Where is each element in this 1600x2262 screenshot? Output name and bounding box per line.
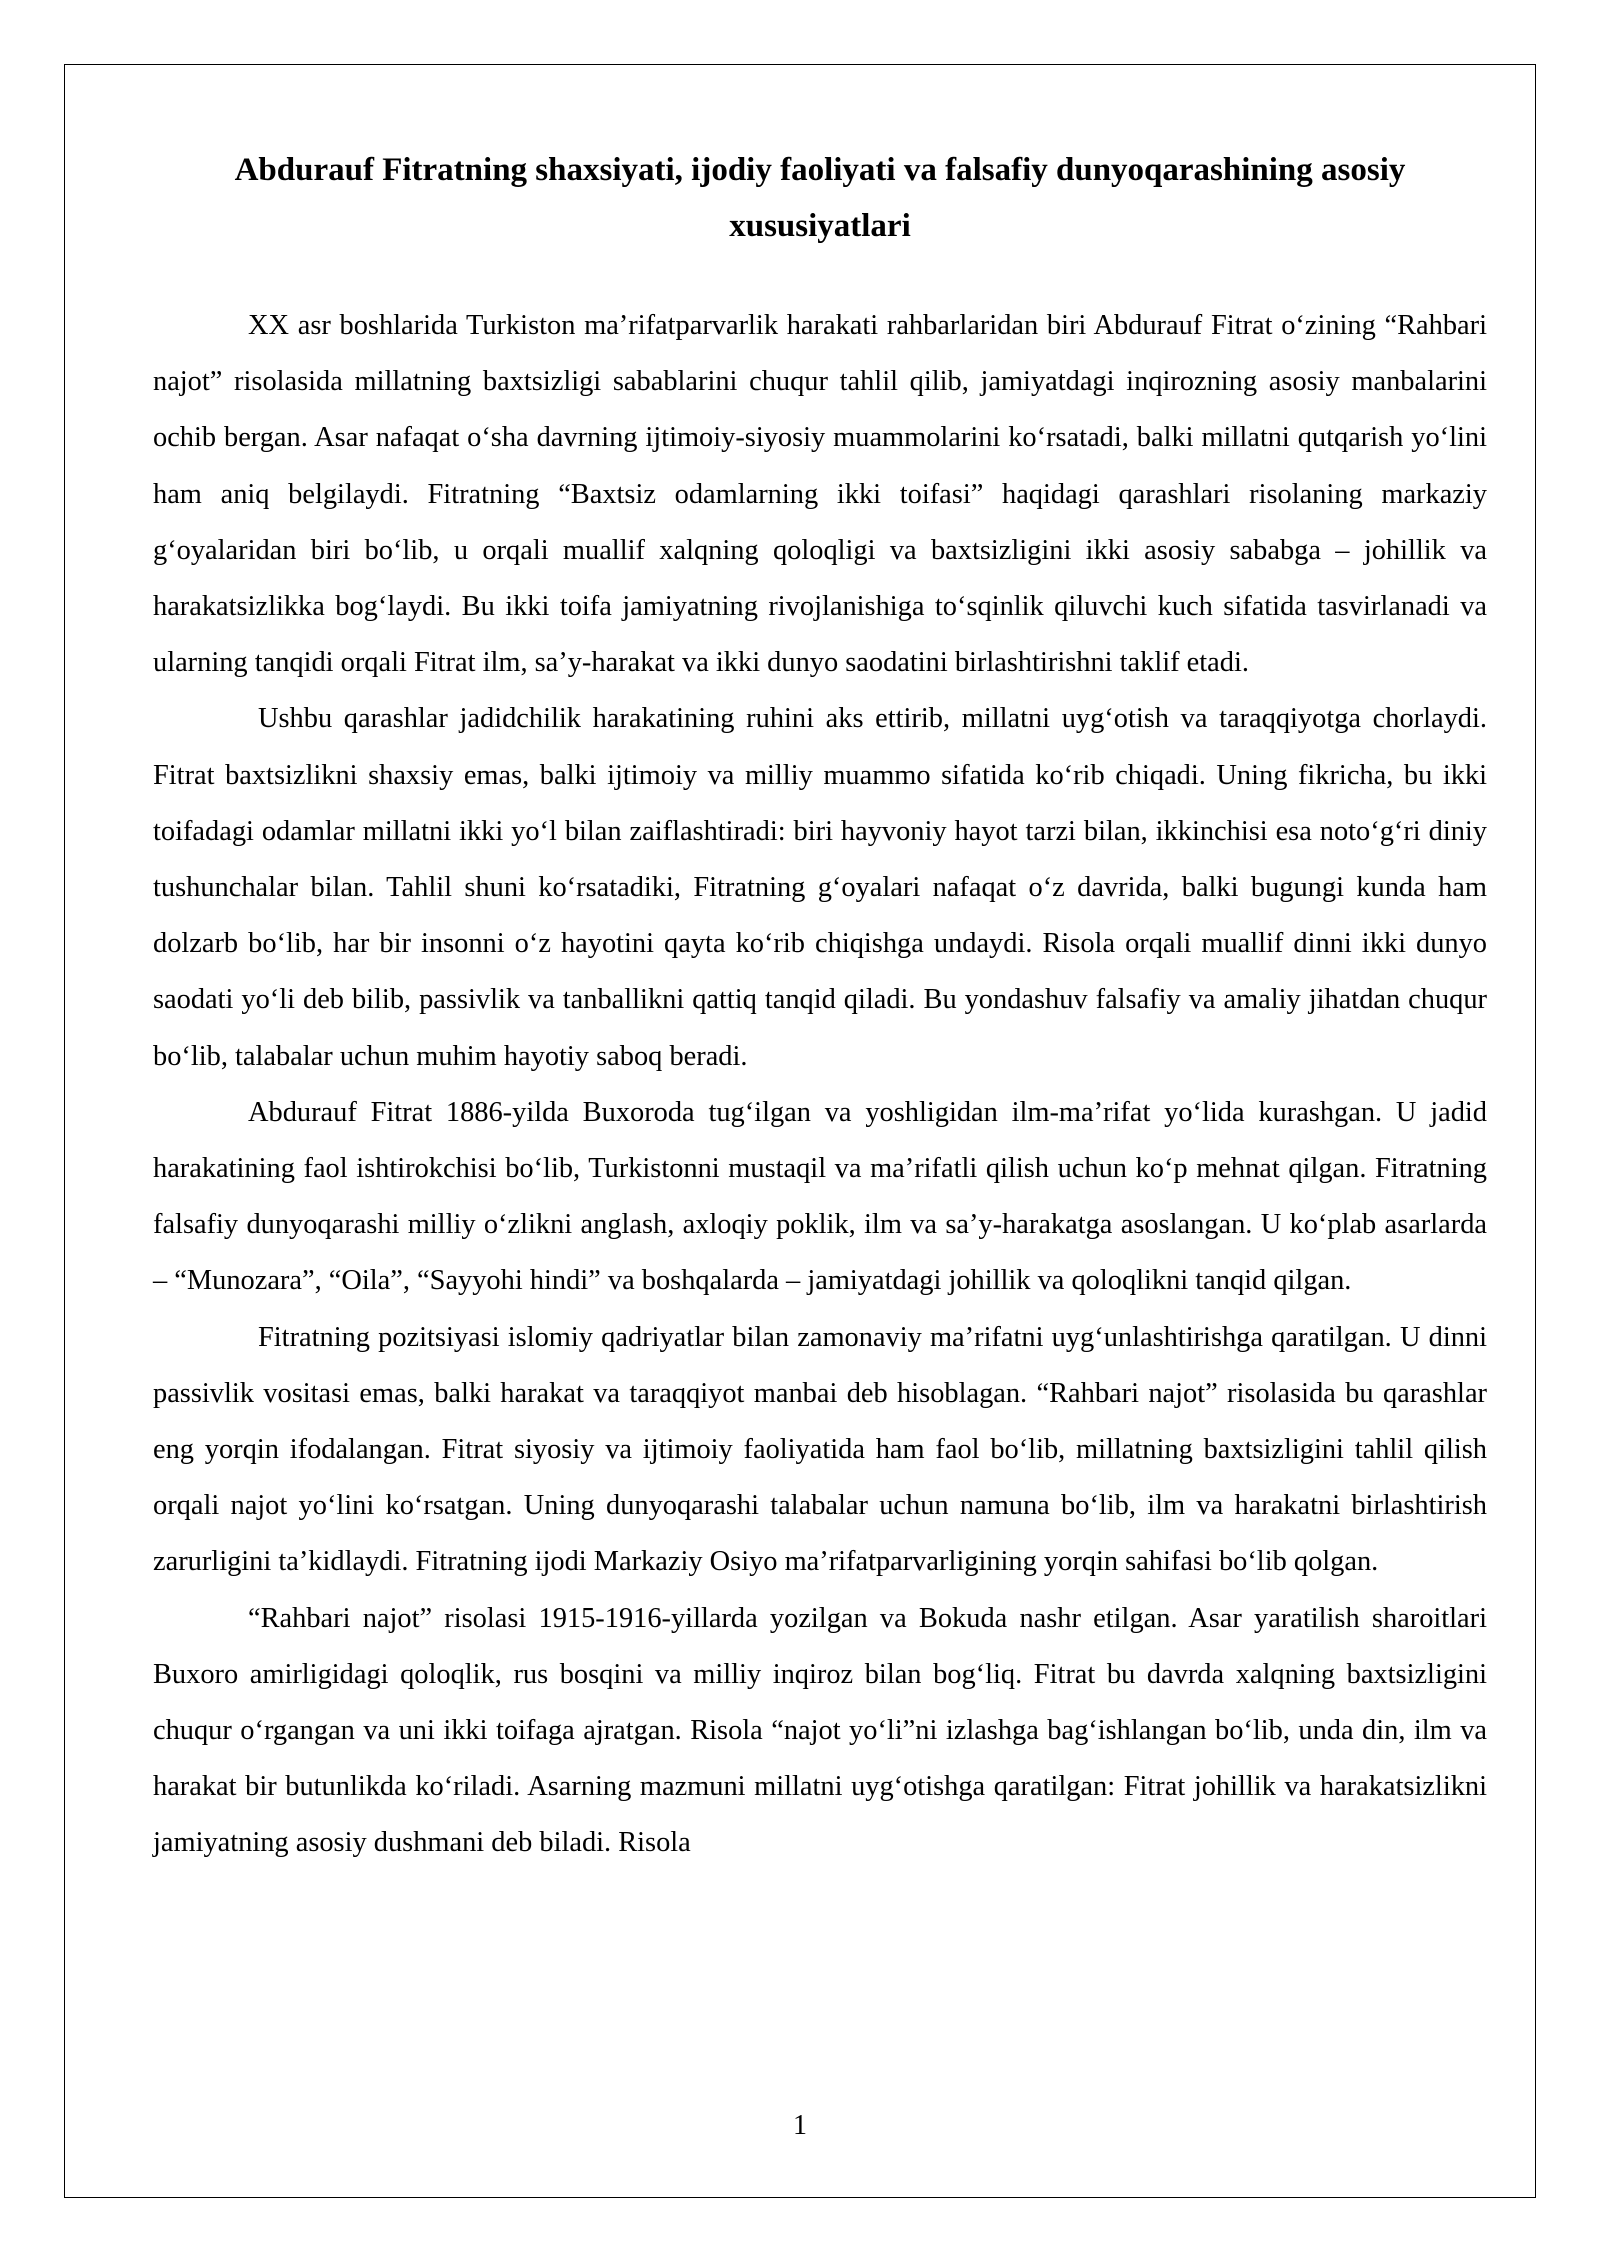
paragraph-1: XX asr boshlarida Turkiston ma’rifatparvarlik harakati rahbarlaridan biri Abdurauf Fitrat o‘zining “Rahbari najot” risolasida millatning baxtsizligi sabablarini chuqur tahlil qilib, jamiyatdagi inqirozning asosiy manbalarini ochib bergan. Asar nafaqat o‘sha davrning ijtimoiy-siyosiy muammolarini ko‘rsatadi, balki millatni qutqarish yo‘lini ham aniq belgilaydi. Fitratning “Baxtsiz odamlarning ikki toifasi” haqidagi qarashlari risolaning markaziy g‘oyalaridan biri bo‘lib, u orqali muallif xalqning qoloqligi va baxtsizligini ikki asosiy sababga – johillik va harakatsizlikka bog‘laydi. Bu ikki toifa jamiyatning rivojlanishiga to‘sqinlik qiluvchi kuch sifatida tasvirlanadi va ularning tanqidi orqali Fitrat ilm, sa’y-harakat va ikki dunyo saodatini birlashtirishni taklif etadi. <box>153 310 1487 679</box>
document-title: Abdurauf Fitratning shaxsiyati, ijodiy faoliyati va falsafiy dunyoqarashining asosiy xususiyatlari <box>234 152 1406 244</box>
paragraph-2: Ushbu qarashlar jadidchilik harakatining ruhini aks ettirib, millatni uyg‘otish va taraqqiyotga chorlaydi. Fitrat baxtsizlikni shaxsiy emas, balki ijtimoiy va milliy muammo sifatida ko‘rib chiqadi. Uning fikricha, bu ikki toifadagi odamlar millatni ikki yo‘l bilan zaiflashtiradi: biri hayvoniy hayot tarzi bilan, ikkinchisi esa noto‘g‘ri diniy tushunchalar bilan. Tahlil shuni ko‘rsatadiki, Fitratning g‘oyalari nafaqat o‘z davrida, balki bugungi kunda ham dolzarb bo‘lib, har bir insonni o‘z hayotini qayta ko‘rib chiqishga undaydi. Risola orqali muallif dinni ikki dunyo saodati yo‘li deb bilib, passivlik va tanballikni qattiq tanqid qiladi. Bu yondashuv falsafiy va amaliy jihatdan chuqur bo‘lib, talabalar uchun muhim hayotiy saboq beradi. <box>153 703 1487 1072</box>
page-number: 1 <box>793 2110 807 2141</box>
paragraph-5: “Rahbari najot” risolasi 1915-1916-yillarda yozilgan va Bokuda nashr etilgan. Asar yaratilish sharoitlari Buxoro amirligidagi qoloqlik, rus bosqini va milliy inqiroz bilan bog‘liq. Fitrat bu davrda xalqning baxtsizligini chuqur o‘rgangan va uni ikki toifaga ajratgan. Risola “najot yo‘li”ni izlashga bag‘ishlangan bo‘lib, unda din, ilm va harakat bir butunlikda ko‘riladi. Asarning mazmuni millatni uyg‘otishga qaratilgan: Fitrat johillik va harakatsizlikni jamiyatning asosiy dushmani deb biladi. Risola <box>153 1602 1487 1859</box>
paragraph-4: Fitratning pozitsiyasi islomiy qadriyatlar bilan zamonaviy ma’rifatni uyg‘unlashtirishga qaratilgan. U dinni passivlik vositasi emas, balki harakat va taraqqiyot manbai deb hisoblagan. “Rahbari najot” risolasida bu qarashlar eng yorqin ifodalangan. Fitrat siyosiy va ijtimoiy faoliyatida ham faol bo‘lib, millatning baxtsizligini tahlil qilish orqali najot yo‘lini ko‘rsatgan. Uning dunyoqarashi talabalar uchun namuna bo‘lib, ilm va harakatni birlashtirish zarurligini ta’kidlaydi. Fitratning ijodi Markaziy Osiyo ma’rifatparvarligining yorqin sahifasi bo‘lib qolgan. <box>153 1321 1487 1578</box>
paragraph-3: Abdurauf Fitrat 1886-yilda Buxoroda tug‘ilgan va yoshligidan ilm-ma’rifat yo‘lida kurashgan. U jadid harakatining faol ishtirokchisi bo‘lib, Turkistonni mustaqil va ma’rifatli qilish uchun ko‘p mehnat qilgan. Fitratning falsafiy dunyoqarashi milliy o‘zlikni anglash, axloqiy poklik, ilm va sa’y-harakatga asoslangan. U ko‘plab asarlarda – “Munozara”, “Oila”, “Sayyohi hindi” va boshqalarda – jamiyatdagi johillik va qoloqlikni tanqid qilgan. <box>153 1096 1487 1297</box>
document-body <box>153 142 1487 1872</box>
